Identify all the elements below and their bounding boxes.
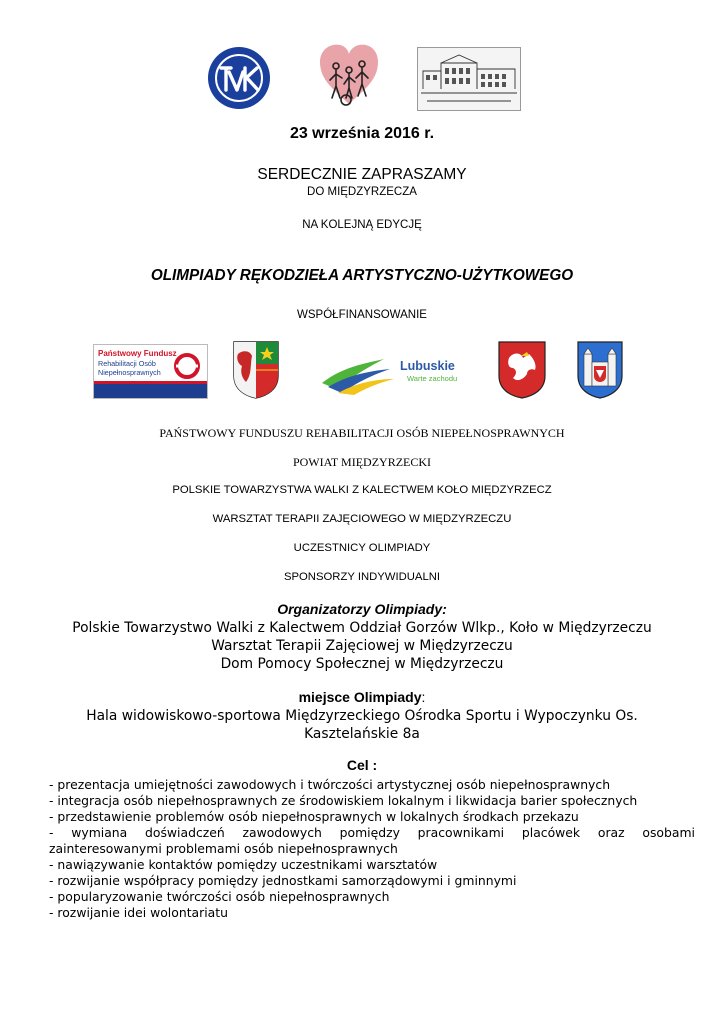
goal-item: - rozwijanie idei wolontariatu bbox=[49, 905, 228, 920]
pfron-logo bbox=[93, 344, 208, 399]
event-date: 23 września 2016 r. bbox=[289, 125, 435, 142]
sponsor-line: SPONSORZY INDYWIDUALNI bbox=[283, 571, 441, 583]
goal-item: - integracja osób niepełnosprawnych ze środowiskiem lokalnym i likwidacja barier społecznych bbox=[49, 793, 638, 808]
venue-line-2: Kasztelańskie 8a bbox=[304, 726, 420, 742]
goal-item: - wymiana doświadczeń zawodowych pomiędzy pracownikami placówek oraz osobami bbox=[49, 825, 695, 840]
organizers-heading: Organizatorzy Olimpiady: bbox=[277, 601, 447, 617]
invite-line-1: SERDECZNIE ZAPRASZAMY bbox=[257, 166, 467, 183]
pfron-logo-line-3: Niepełnosprawnych bbox=[98, 368, 161, 377]
goal-item: - popularyzowanie twórczości osób niepełnosprawnych bbox=[49, 889, 390, 904]
goals-heading: Cel : bbox=[346, 757, 378, 773]
goal-item-continuation: zainteresowanymi problemami osób niepełnosprawnych bbox=[49, 841, 398, 856]
building-drawing-logo bbox=[417, 47, 521, 111]
eagle-coat-of-arms bbox=[497, 340, 547, 400]
goal-item: - prezentacja umiejętności zawodowych i twórczości artystycznej osób niepełnosprawnych bbox=[49, 777, 611, 792]
lubuskie-logo bbox=[318, 349, 460, 397]
sponsor-line: WARSZTAT TERAPII ZAJĘCIOWEGO W MIĘDZYRZECZU bbox=[212, 513, 512, 525]
sponsor-line: POLSKIE TOWARZYSTWA WALKI Z KALECTWEM KOŁO MIĘDZYRZECZ bbox=[172, 484, 552, 496]
pfron-emblem-icon bbox=[174, 353, 200, 379]
organizer-line: Warsztat Terapii Zajęciowej w Międzyrzeczu bbox=[211, 638, 513, 654]
sponsor-line: POWIAT MIĘDZYRZECKI bbox=[292, 455, 432, 469]
venue-heading-text: miejsce Olimpiady bbox=[298, 689, 422, 705]
ptwk-logo bbox=[207, 46, 271, 110]
pfron-logo-line-2: Rehabilitacji Osób bbox=[98, 359, 156, 368]
sponsor-line: UCZESTNICY OLIMPIADY bbox=[293, 542, 431, 554]
lubuskie-name: Lubuskie bbox=[400, 359, 455, 373]
cofinancing-label: WSPÓŁFINANSOWANIE bbox=[297, 309, 427, 321]
organizer-line: Polskie Towarzystwo Walki z Kalectwem Oddział Gorzów Wlkp., Koło w Międzyrzeczu bbox=[72, 620, 652, 636]
goal-item: - przedstawienie problemów osób niepełnosprawnych w lokalnych środkach przekazu bbox=[49, 809, 579, 824]
miedzyrzecz-coat-of-arms bbox=[576, 340, 624, 400]
venue-heading bbox=[0, 689, 724, 705]
event-title: OLIMPIADY RĘKODZIEŁA ARTYSTYCZNO-UŻYTKOWEGO bbox=[150, 267, 574, 284]
goal-item: - nawiązywanie kontaktów pomiędzy uczestnikami warsztatów bbox=[49, 857, 438, 872]
venue-line-1: Hala widowiskowo-sportowa Międzyrzeckiego Ośrodka Sportu i Wypoczynku Os. bbox=[86, 708, 638, 724]
venue-heading-colon: : bbox=[421, 689, 426, 705]
organizer-line: Dom Pomocy Społecznej w Międzyrzeczu bbox=[220, 656, 504, 672]
goals-list bbox=[49, 777, 695, 921]
invite-line-3: NA KOLEJNĄ EDYCJĘ bbox=[302, 219, 422, 231]
pfron-logo-line-1: Państwowy Fundusz bbox=[98, 349, 177, 358]
invite-line-2: DO MIĘDZYRZECZA bbox=[307, 186, 417, 198]
goal-item: - rozwijanie współpracy pomiędzy jednostkami samorządowymi i gminnymi bbox=[49, 873, 517, 888]
powiat-coat-of-arms bbox=[232, 340, 280, 400]
lubuskie-tagline: Warte zachodu bbox=[407, 374, 458, 383]
sponsor-line: PAŃSTWOWY FUNDUSZU REHABILITACJI OSÓB NIEPEŁNOSPRAWNYCH bbox=[159, 426, 565, 440]
heart-figures-logo bbox=[316, 40, 382, 108]
